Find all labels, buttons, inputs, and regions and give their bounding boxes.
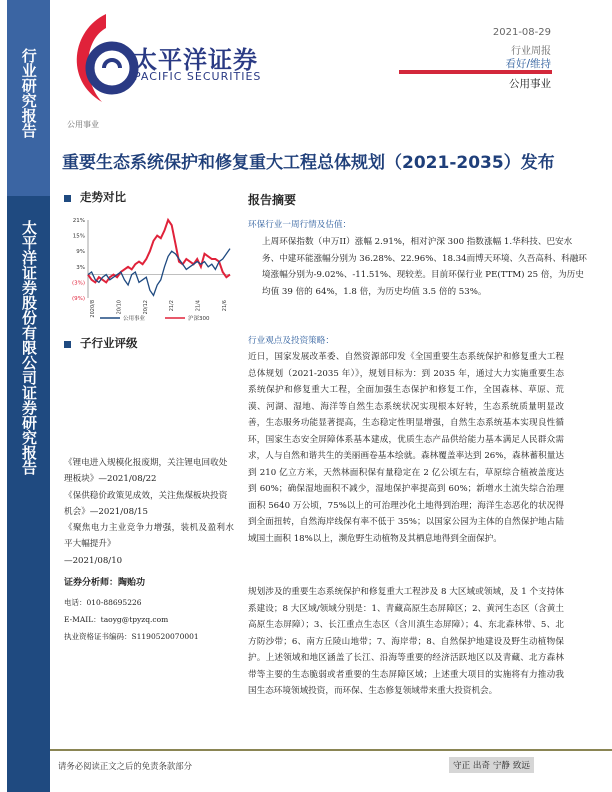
bullet-icon (64, 195, 71, 202)
summary-heading: 报告摘要 (248, 193, 297, 207)
brand-name-en: PACIFIC SECURITIES (134, 70, 262, 83)
section-heading-market: 环保行业一周行情及估值： (248, 220, 352, 230)
related-reports (64, 455, 234, 569)
strategy-paragraph-2: 规划涉及的重要生态系统保护和修复重大工程涉及 8 大区域或领域，及 1 个支持体系建设；8 大区域/领域分别是：1、青藏高原生态屏障区；2、黄河生态区（含黄土高原生态屏障）；3、长江重点生态区（含川滇生态屏障）；4、东北森林带、5、北方防沙带；6、南方丘陵山地带；7、海岸带；8、自然保护地建设及野生动植物保护。上述领域和地区涵盖了长江、沿海等重要的经济活跃地区以及青藏、北方森林带等主要的生态脆弱或者重要的生态屏障区域；上述重大项目的实施将有力推动我国生态环境领域投资，而环保、生态修复领域带来重大投资机会。 (248, 587, 564, 696)
sector: 公用事业 (509, 78, 551, 90)
bullet-icon (64, 341, 71, 348)
x-tick-label: 2020/8 (90, 300, 96, 318)
legend-label: 沪深300 (188, 316, 210, 322)
trend-heading (64, 189, 126, 205)
section-heading-strategy: 行业观点及投资策略： (248, 336, 334, 346)
market-summary: 上周环保指数（申万II）涨幅 2.91%，相对沪深 300 指数涨幅 1.华科技、巴安水务、中建环能涨幅分别为 36.28%、22.96%、18.34而博天环境、久吾高科、科融环境涨幅分别为-9.02%、-11.51%、现较差。目前环保行业 PE(TTM) 25 倍，为历史均值 39 倍的 64%，1.8 倍，为历史均值 3.5 倍的 53%。 (262, 237, 587, 297)
page-title: 重要生态系统保护和修复重大工程总体规划（2021-2035）发布 (62, 153, 555, 173)
y-tick-label: (3%) (71, 280, 85, 287)
brand-name-cn: 太平洋证券 (133, 46, 258, 74)
series-line (88, 220, 230, 282)
rating-heading-text: 子行业评级 (80, 336, 138, 350)
y-tick-label: (9%) (71, 296, 85, 302)
sector-label: 公用事业 (67, 120, 99, 129)
trend-heading-text: 走势对比 (80, 190, 126, 204)
trend-chart (60, 210, 235, 328)
y-tick-label: 15% (72, 233, 85, 240)
report-date: 2021-08-29 (492, 27, 551, 38)
disclaimer-note: 请务必阅读正文之后的免责条款部分 (58, 761, 192, 771)
x-tick-label: 21/6 (222, 300, 228, 312)
rating-heading (64, 335, 138, 351)
x-tick-label: 21/4 (195, 300, 202, 312)
legend-label: 公用事业 (123, 316, 146, 322)
footer-divider (50, 749, 612, 751)
related-report[interactable]: 《聚焦电力主业竞争力增强，装机及盈利水平大幅提升》 —2021/08/10 (64, 523, 234, 566)
rating: 看好/维持 (505, 58, 551, 70)
rating-underline (399, 70, 552, 74)
x-tick-label: 20/10 (116, 300, 123, 315)
x-tick-label: 20/12 (142, 300, 149, 315)
analyst-name: 证券分析师：陶贻功 (64, 578, 146, 588)
analyst-phone: 电话：010-88695226 (64, 598, 142, 607)
related-report[interactable]: 《保供稳价政策见成效，关注焦煤板块投资机会》—2021/08/15 (64, 490, 228, 517)
analyst-license: 执业资格证书编码：S1190520070001 (64, 632, 199, 641)
y-tick-label: 3% (76, 264, 85, 271)
y-tick-label: 9% (76, 249, 85, 256)
analyst-email[interactable]: E-MAIL：taoyg@tpyzq.com (64, 615, 169, 624)
sidebar-report-type: 行业研究报告 (19, 48, 38, 138)
related-report[interactable]: 《锂电进入规模化报废期，关注锂电回收处理板块》—2021/08/22 (64, 458, 228, 485)
strategy-paragraph-1: 近日，国家发展改革委、自然资源部印发《全国重要生态系统保护和修复重大工程总体规划（2021-2035 年）》，规划目标为：到 2035 年，通过大力实施重要生态系统保护和修复重大工程，全面加强生态保护和修复工作，全国森林、草原、荒漠、河湖、湿地、海洋等自然生态系统状况实现根本好转，生态系统质量明显改善，生态服务功能显著提高，生态稳定性明显增强，自然生态系统基本实现良性循环，国家生态安全屏障体系基本建成，优质生态产品供给能力基本满足人民群众需求，人与自然和谐共生的美丽画卷基本绘就。森林覆盖率达到 26%，森林蓄积量达到 210 亿立方米，天然林面积保有量稳定在 2 亿公顷左右，草原综合植被盖度达到 60%；确保湿地面积不减少，湿地保护率提高到 60%；新增水土流失综合治理面积 5640 万公顷，75%以上的可治理沙化土地得到治理；海洋生态恶化的状况得到全面扭转，自然海岸线保有率不低于 35%；以国家公园为主体的自然保护地占陆域国土面积 18%以上，濒危野生动植物及其栖息地得到全面保护。 (248, 352, 564, 544)
y-tick-label: 21% (72, 218, 85, 224)
sidebar-company: 太平洋证券股份有限公司证券研究报告 (20, 220, 38, 475)
company-motto: 守正 出奇 宁静 致远 (449, 757, 534, 773)
x-tick-label: 21/2 (169, 300, 176, 312)
report-type: 行业周报 (511, 46, 551, 57)
